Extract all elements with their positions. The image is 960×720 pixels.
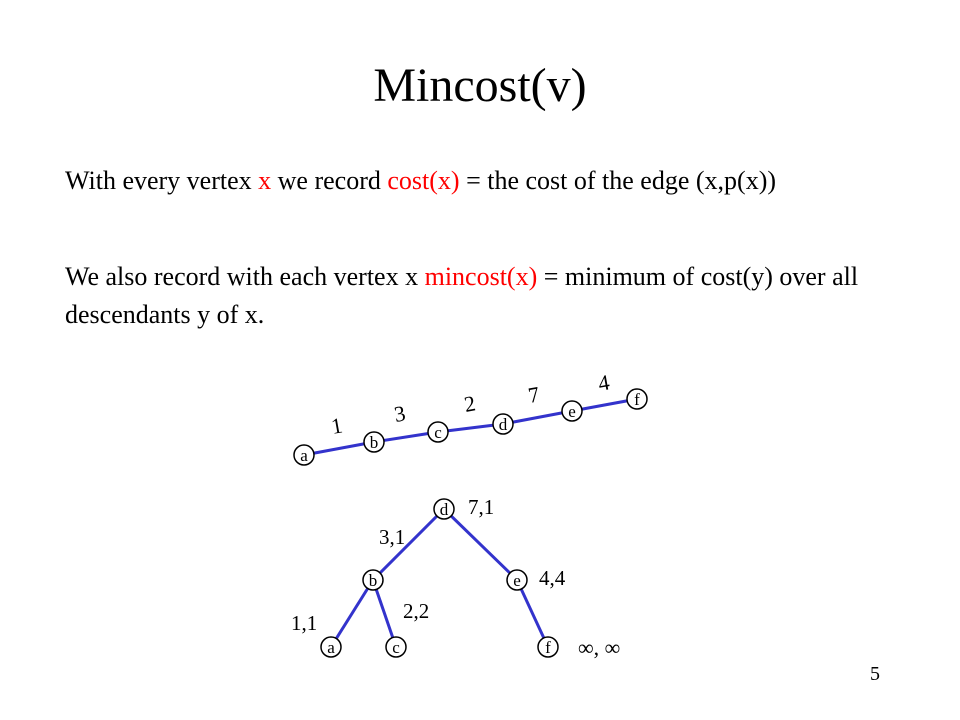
- path-node-c: [428, 422, 448, 442]
- tree-node-e-values: 4,4: [539, 566, 566, 590]
- tree-node-d-values: 7,1: [468, 495, 495, 519]
- path-node-f-label: f: [634, 390, 640, 409]
- path-node-a-label: a: [300, 446, 308, 465]
- tree-edge-e-f: [517, 580, 548, 647]
- path-node-d: [493, 414, 513, 434]
- tree-node-c-label: c: [392, 638, 400, 657]
- tree-edge-d-e: [444, 509, 517, 580]
- path-node-b: [364, 432, 384, 452]
- tree-node-a-label: a: [327, 638, 335, 657]
- tree-node-f-label: f: [545, 638, 551, 657]
- para2-text-1: We also record with each vertex x: [65, 262, 425, 291]
- tree-node-a-values: 1,1: [291, 611, 318, 635]
- path-edge-cost-5: 4: [596, 369, 612, 396]
- path-node-e-label: e: [568, 402, 576, 421]
- tree-node-c: [386, 637, 406, 657]
- path-edge-cost-3: 2: [462, 390, 478, 417]
- page-number: 5: [870, 663, 880, 685]
- path-edge-cost-4: 7: [526, 381, 542, 408]
- tree-node-d: [434, 499, 454, 519]
- tree-node-e-label: e: [513, 571, 521, 590]
- tree-node-b: [363, 570, 383, 590]
- path-node-e: [562, 401, 582, 421]
- mincost-highlight: mincost(x): [424, 262, 538, 291]
- path-diagram: [294, 369, 647, 465]
- tree-node-a: [321, 637, 341, 657]
- path-node-b-label: b: [369, 433, 379, 452]
- tree-diagram: [291, 495, 620, 660]
- para2-text-2: = minimum of cost(y) over all descendants y of x.: [65, 262, 859, 329]
- path-edge-cost-2: 3: [392, 400, 408, 427]
- tree-edge-b-a: [331, 580, 373, 647]
- vertex-x-highlight: x: [258, 166, 272, 195]
- para1-text-1: With every vertex: [65, 166, 259, 195]
- tree-node-e: [507, 570, 527, 590]
- slide-title: Mincost(v): [373, 59, 587, 112]
- path-node-d-label: d: [498, 415, 508, 434]
- tree-node-c-values: 2,2: [403, 599, 430, 623]
- path-node-f: [627, 389, 647, 409]
- tree-node-b-label: b: [368, 571, 378, 590]
- path-edge-cost-1: 1: [329, 412, 345, 439]
- tree-node-f-values: ∞, ∞: [578, 635, 621, 660]
- para1-text-2: we record: [271, 166, 388, 195]
- tree-node-f: [538, 637, 558, 657]
- path-node-c-label: c: [434, 423, 442, 442]
- cost-highlight: cost(x): [387, 166, 460, 195]
- path-node-a: [294, 445, 314, 465]
- tree-node-b-values: 3,1: [379, 525, 406, 549]
- tree-node-d-label: d: [439, 500, 449, 519]
- para1-text-3: = the cost of the edge (x,p(x)): [459, 166, 777, 195]
